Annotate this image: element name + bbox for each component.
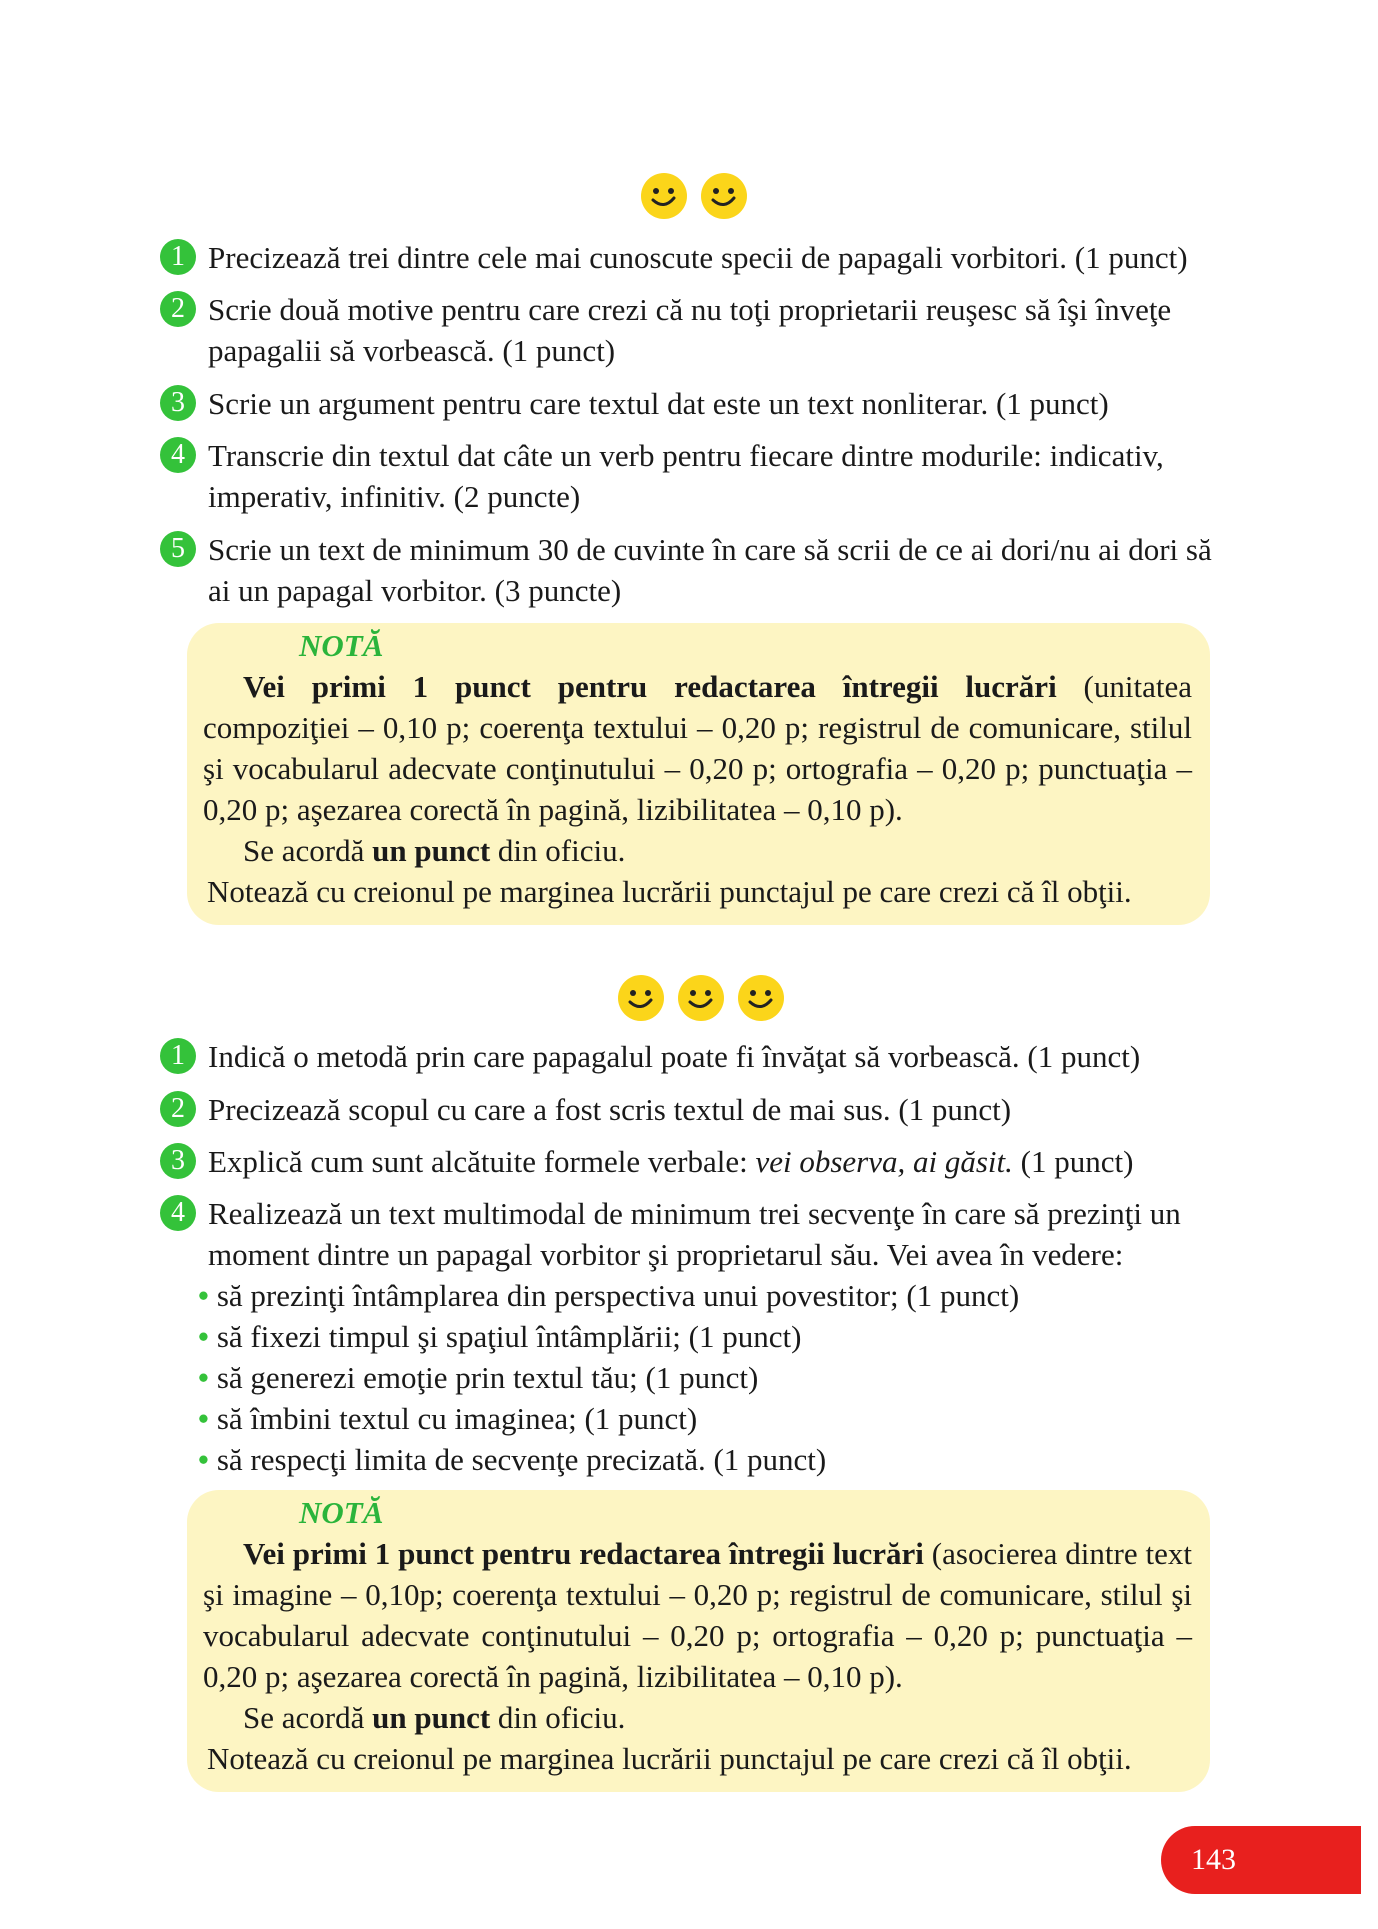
smiley-face-icon	[700, 172, 748, 220]
item-text: Scrie un argument pentru care textul dat este un text nonliterar. (1 punct)	[208, 386, 1109, 421]
note-body	[203, 666, 1192, 912]
note-line-official: Se acordă un punct din oficiu.	[243, 833, 626, 868]
item-number-badge: 5	[160, 531, 196, 567]
item-number-badge: 2	[160, 1091, 196, 1127]
difficulty-smileys-2	[640, 172, 748, 220]
note-line-pencil: Notează cu creionul pe marginea lucrării punctajul pe care crezi că îl obţii.	[207, 1741, 1132, 1776]
item-number-badge: 4	[160, 437, 196, 473]
verbal-forms-italic: vei observa, ai găsit.	[755, 1144, 1013, 1179]
bullet-dot-icon: •	[198, 1360, 209, 1395]
smiley-face-icon	[640, 172, 688, 220]
smiley-face-icon	[617, 974, 665, 1022]
list-item: • să prezinţi întâmplarea din perspectiva unui povestitor; (1 punct)	[198, 1278, 1020, 1313]
difficulty-smileys-3	[617, 974, 785, 1022]
list-item: • să fixezi timpul şi spaţiul întâmplării; (1 punct)	[198, 1319, 802, 1354]
item-text: Precizează scopul cu care a fost scris textul de mai sus. (1 punct)	[208, 1092, 1012, 1127]
note-box	[187, 1490, 1210, 1792]
smiley-face-icon	[677, 974, 725, 1022]
note-details: (unitatea compoziţiei – 0,10 p; coerenţa textului – 0,20 p; registrul de comunicare, stilul şi vocabularul adecvate conţinutului – 0,20 p; ortografia – 0,20 p; punctuaţia – 0,20 p; aşezarea corectă în pagină, lizibilitatea – 0,10 p).	[203, 669, 1192, 827]
note-body	[203, 1533, 1192, 1779]
item-number-badge: 3	[160, 1143, 196, 1179]
note-bold-lead: Vei primi 1 punct pentru redactarea întregii lucrări	[243, 1536, 924, 1571]
item-number-badge: 4	[160, 1195, 196, 1231]
note-line-official: Se acordă un punct din oficiu.	[243, 1700, 626, 1735]
criteria-list	[198, 1275, 1238, 1480]
bullet-dot-icon: •	[198, 1401, 209, 1436]
bullet-dot-icon: •	[198, 1442, 209, 1477]
note-paragraph	[203, 666, 1192, 830]
list-item: • să respecţi limita de secvenţe precizată. (1 punct)	[198, 1442, 827, 1477]
item-text: Realizează un text multimodal de minimum trei secvenţe în care să prezinţi un moment dintre un papagal vorbitor şi proprietarul său. Vei avea în vedere:	[208, 1196, 1181, 1272]
item-number-badge: 3	[160, 385, 196, 421]
list-item: • să îmbini textul cu imaginea; (1 punct)	[198, 1401, 698, 1436]
item-text: Scrie un text de minimum 30 de cuvinte în care să scrii de ce ai dori/nu ai dori să ai un papagal vorbitor. (3 puncte)	[208, 532, 1212, 608]
note-title: NOTĂ	[299, 1495, 384, 1530]
page-number: 143	[1161, 1826, 1361, 1894]
item-text: Indică o metodă prin care papagalul poate fi învăţat să vorbească. (1 punct)	[208, 1039, 1141, 1074]
item-text: Transcrie din textul dat câte un verb pentru fiecare dintre modurile: indicativ, imperativ, infinitiv. (2 puncte)	[208, 438, 1164, 514]
note-title: NOTĂ	[299, 628, 384, 663]
item-number-badge: 1	[160, 1038, 196, 1074]
item-number-badge: 2	[160, 291, 196, 327]
note-line-pencil: Notează cu creionul pe marginea lucrării punctajul pe care crezi că îl obţii.	[207, 874, 1132, 909]
note-bold-lead: Vei primi 1 punct pentru redactarea întregii lucrări	[243, 669, 1057, 704]
smiley-face-icon	[737, 974, 785, 1022]
item-text: Precizează trei dintre cele mai cunoscute specii de papagali vorbitori. (1 punct)	[208, 240, 1188, 275]
item-number-badge: 1	[160, 239, 196, 275]
note-box	[187, 623, 1210, 925]
item-text: Scrie două motive pentru care crezi că nu toţi proprietarii reuşesc să îşi înveţe papagalii să vorbească. (1 punct)	[208, 292, 1172, 368]
item-text: Explică cum sunt alcătuite formele verbale: vei observa, ai găsit. (1 punct)	[208, 1144, 1134, 1179]
bullet-dot-icon: •	[198, 1319, 209, 1354]
list-item: • să generezi emoţie prin textul tău; (1 punct)	[198, 1360, 759, 1395]
bullet-dot-icon: •	[198, 1278, 209, 1313]
note-details: (asocierea dintre text şi imagine – 0,10p; coerenţa textului – 0,20 p; registrul de comunicare, stilul şi vocabularul adecvate conţinutului – 0,20 p; ortografia – 0,20 p; punctuaţia – 0,20 p; aşezarea corectă în pagină, lizibilitatea – 0,10 p).	[203, 1536, 1192, 1694]
note-paragraph	[203, 1533, 1192, 1697]
